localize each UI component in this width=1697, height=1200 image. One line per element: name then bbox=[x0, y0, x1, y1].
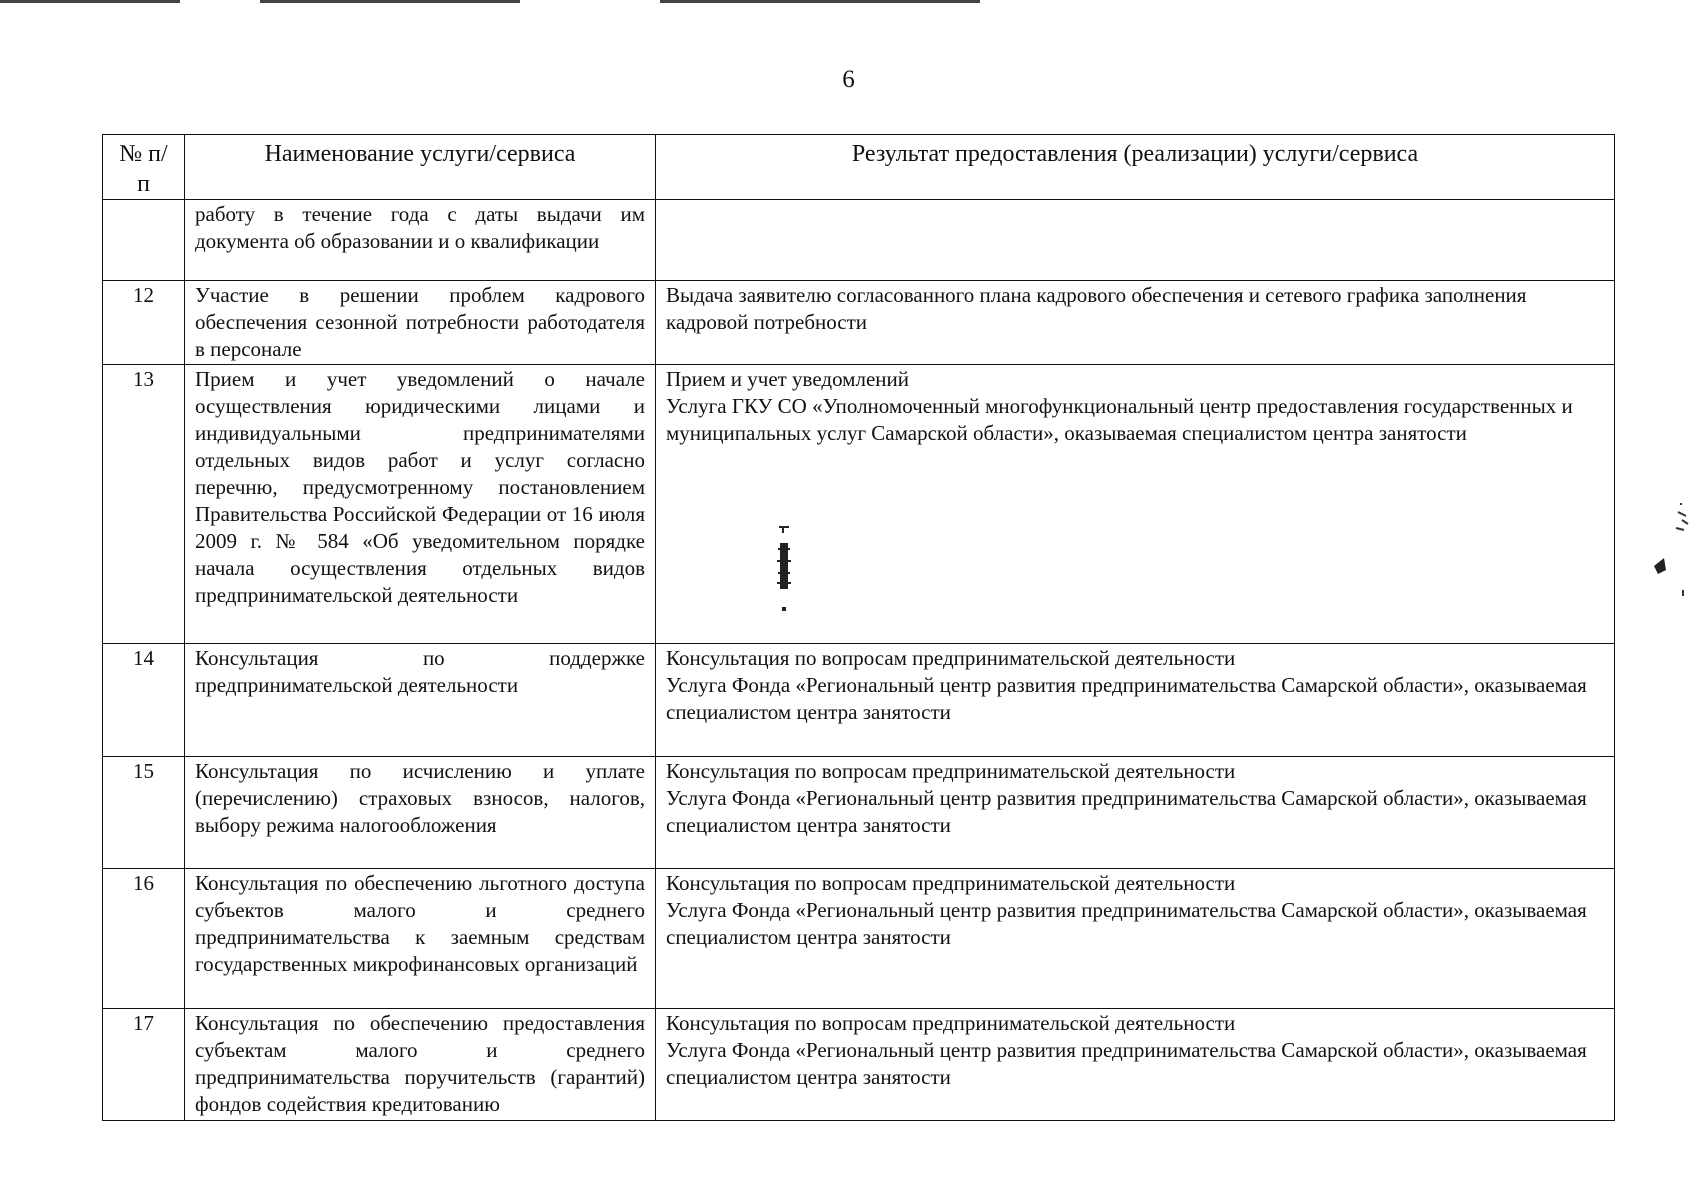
result-line: Прием и учет уведомлений bbox=[666, 367, 909, 391]
table-row bbox=[103, 757, 1615, 869]
row-result bbox=[656, 869, 1615, 1009]
row-service-name: Участие в решении проблем кадрового обеспечения сезонной потребности работодателя в персонале bbox=[185, 281, 656, 365]
result-line: Услуга ГКУ СО «Уполномоченный многофункциональный центр предоставления государственных и муниципальных услуг Самарской области», оказываемая специалистом центра занятости bbox=[666, 394, 1573, 445]
row-result bbox=[656, 281, 1615, 365]
services-table bbox=[102, 134, 1615, 1121]
table-row bbox=[103, 1009, 1615, 1121]
row-result bbox=[656, 200, 1615, 281]
row-result bbox=[656, 757, 1615, 869]
result-line: Консультация по вопросам предпринимательской деятельности bbox=[666, 759, 1236, 783]
table-row bbox=[103, 281, 1615, 365]
row-result bbox=[656, 644, 1615, 757]
table-row bbox=[103, 200, 1615, 281]
header-result: Результат предоставления (реализации) услуги/сервиса bbox=[656, 135, 1615, 200]
row-service-name: работу в течение года с даты выдачи им документа об образовании и о квалификации bbox=[185, 200, 656, 281]
result-line: Выдача заявителю согласованного плана кадрового обеспечения и сетевого графика заполнения кадровой потребности bbox=[666, 283, 1527, 334]
table-row bbox=[103, 644, 1615, 757]
row-num: 15 bbox=[103, 757, 185, 869]
result-line: Консультация по вопросам предпринимательской деятельности bbox=[666, 646, 1236, 670]
header-name: Наименование услуги/сервиса bbox=[185, 135, 656, 200]
row-num: 16 bbox=[103, 869, 185, 1009]
row-num: 13 bbox=[103, 365, 185, 644]
row-result bbox=[656, 365, 1615, 644]
header-num: № п/п bbox=[103, 135, 185, 200]
result-line: Консультация по вопросам предпринимательской деятельности bbox=[666, 1011, 1236, 1035]
result-line: Услуга Фонда «Региональный центр развития предпринимательства Самарской области», оказываемая специалистом центра занятости bbox=[666, 673, 1587, 724]
result-line: Услуга Фонда «Региональный центр развития предпринимательства Самарской области», оказываемая специалистом центра занятости bbox=[666, 786, 1587, 837]
row-service-name: Консультация по исчислению и уплате (перечислению) страховых взносов, налогов, выбору режима налогообложения bbox=[185, 757, 656, 869]
row-num: 14 bbox=[103, 644, 185, 757]
table-header-row bbox=[103, 135, 1615, 200]
scan-edge-marks-icon bbox=[1652, 500, 1692, 600]
row-service-name: Консультация по обеспечению предоставления субъектам малого и среднего предпринимательства поручительств (гарантий) фондов содействия кредитованию bbox=[185, 1009, 656, 1121]
table-row bbox=[103, 869, 1615, 1009]
scan-top-edge bbox=[0, 0, 1697, 3]
table-body bbox=[103, 200, 1615, 1121]
row-num bbox=[103, 200, 185, 281]
result-line: Консультация по вопросам предпринимательской деятельности bbox=[666, 871, 1236, 895]
result-line: Услуга Фонда «Региональный центр развития предпринимательства Самарской области», оказываемая специалистом центра занятости bbox=[666, 898, 1587, 949]
row-num: 17 bbox=[103, 1009, 185, 1121]
page-number: 6 bbox=[842, 66, 855, 93]
stamp-mark-icon bbox=[773, 525, 795, 615]
result-line: Услуга Фонда «Региональный центр развития предпринимательства Самарской области», оказываемая специалистом центра занятости bbox=[666, 1038, 1587, 1089]
row-service-name: Консультация по обеспечению льготного доступа субъектов малого и среднего предпринимательства к заемным средствам государственных микрофинансовых организаций bbox=[185, 869, 656, 1009]
row-result bbox=[656, 1009, 1615, 1121]
row-service-name: Прием и учет уведомлений о начале осуществления юридическими лицами и индивидуальными предпринимателями отдельных видов работ и услуг согласно перечню, предусмотренному постановлением Правительства Российской Федерации от 16 июля 2009 г. № 584 «Об уведомительном порядке начала осуществления отдельных видов предпринимательской деятельности bbox=[185, 365, 656, 644]
row-service-name: Консультация по поддержке предпринимательской деятельности bbox=[185, 644, 656, 757]
table-row bbox=[103, 365, 1615, 644]
row-num: 12 bbox=[103, 281, 185, 365]
